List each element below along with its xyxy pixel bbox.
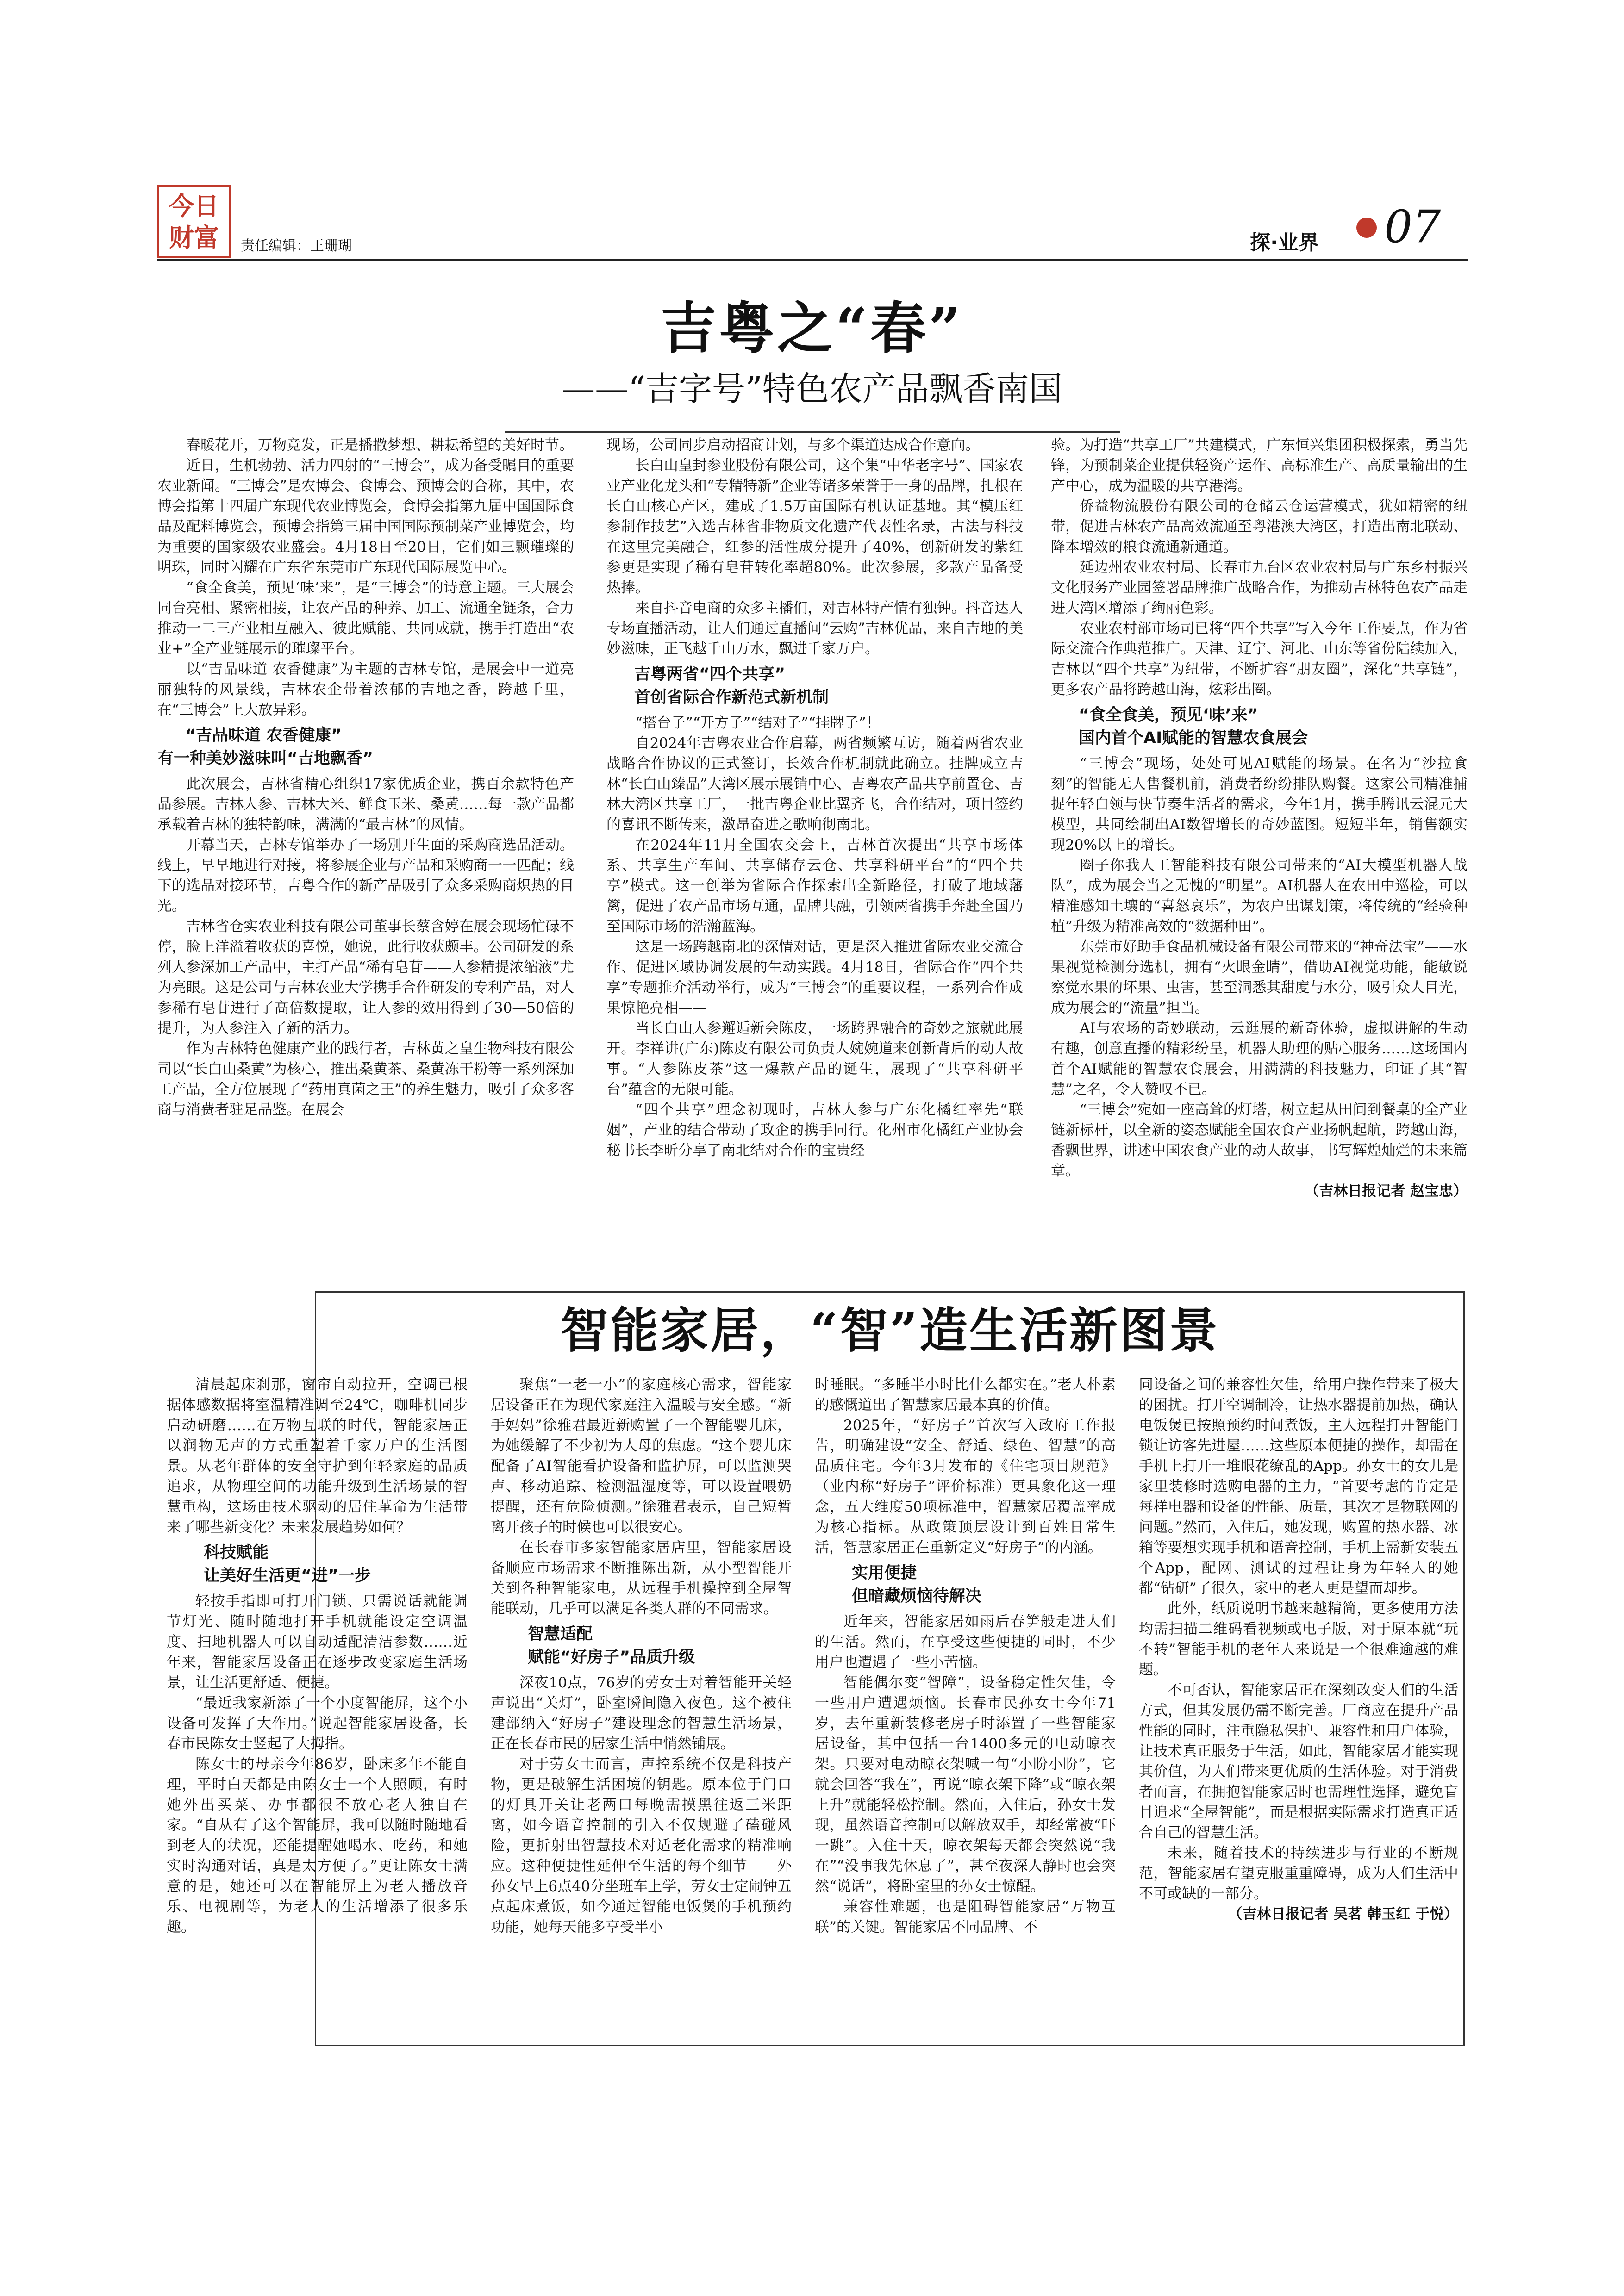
paragraph: 这是一场跨越南北的深情对话，更是深入推进省际农业交流合作、促进区域协调发展的生动实践。4月18日，省际合作“四个共享”专题推介活动举行，成为“三博会”的重要议程，一系列合作成果惊艳亮相—— [606, 939, 1023, 1016]
paragraph: 在长春市多家智能家居店里，智能家居设备顺应市场需求不断推陈出新，从小型智能开关到各种智能家电，从远程手机操控到全屋智能联动，几乎可以满足各类人群的不同需求。 [491, 1539, 792, 1617]
article1-byline: （吉林日报记者 赵宝忠） [1305, 1183, 1468, 1200]
article1-title: 吉粤之“春” [660, 296, 964, 361]
subheading: 智慧适配 [528, 1625, 593, 1643]
article2-title: 智能家居，“智”造生活新图景 [560, 1302, 1219, 1359]
subheading: 吉粤两省“四个共享” [634, 665, 786, 684]
paragraph: 吉林省仓实农业科技有限公司董事长蔡含婷在展会现场忙碌不停，脸上洋溢着收获的喜悦，她说，此行收获颇丰。公司研发的系列人参深加工产品中，主打产品“稀有皂苷——人参精提浓缩液”尤为亮眼。这是公司与吉林农业大学携手合作研发的专利产品，对人参稀有皂苷进行了高倍数提取，让人参的效用得到了30—50倍的提升，为人参注入了新的活力。 [157, 918, 574, 1037]
editor-credit: 责任编辑：王珊瑚 [241, 238, 352, 254]
paragraph: 智能偶尔变“智障”，设备稳定性欠佳，令一些用户遭遇烦恼。长春市民孙女士今年71岁，去年重新装修老房子时添置了一些智能家居设备，其中包括一台1400多元的电动晾衣架。只要对电动晾衣架喊一句“小盼小盼”，它就会回答“我在”，再说“晾衣架下降”或“晾衣架上升”就能轻松控制。然而，入住后，孙女士发现，虽然语音控制可以解放双手，却经常被“吓一跳”。入住十天，晾衣架每天都会突然说“我在”“没事我先休息了”，甚至夜深人静时也会突然“说话”，将卧室里的孙女士惊醒。 [815, 1674, 1116, 1895]
paragraph: 未来，随着技术的持续进步与行业的不断规范，智能家居有望克服重重障碍，成为人们生活中不可或缺的一部分。 [1139, 1845, 1458, 1902]
subheading: 实用便捷 [852, 1564, 917, 1582]
paragraph: 陈女士的母亲今年86岁，卧床多年不能自理，平时白天都是由陈女士一个人照顾，有时她外出买菜、办事都很不放心老人独自在家。“自从有了这个智能屏，我可以随时随地看到老人的状况，还能提醒她喝水、吃药，和她实时沟通对话，真是太方便了。”更让陈女士满意的是，她还可以在智能屏上为老人播放音乐、电视剧等，为老人的生活增添了很多乐趣。 [167, 1756, 468, 1935]
paragraph: 聚焦“一老一小”的家庭核心需求，智能家居设备正在为现代家庭注入温暖与安全感。“新手妈妈”徐雅君最近新购置了一个智能婴儿床，为她缓解了不少初为人母的焦虑。“这个婴儿床配备了AI智能看护设备和监护屏，可以监测哭声、移动追踪、检测温湿度等，可以设置喂奶提醒，还有危险侦测。”徐雅君表示，自己短暂离开孩子的时候也可以很安心。 [491, 1376, 792, 1536]
subheading: 国内首个AI赋能的智慧农食展会 [1079, 729, 1308, 747]
paragraph: “三博会”现场，处处可见AI赋能的场景。在名为“沙拉食刻”的智能无人售餐机前，消费者纷纷排队购餐。这家公司精准捕捉年轻白领与快节奏生活者的需求，今年1月，携手腾讯云混元大模型，共同绘制出AI数智增长的奇妙蓝图。短短半年，销售额实现20%以上的增长。 [1051, 755, 1468, 853]
paragraph: 延边州农业农村局、长春市九台区农业农村局与广东乡村振兴文化服务产业园签署品牌推广战略合作，为推动吉林特色农产品走进大湾区增添了绚丽色彩。 [1051, 559, 1468, 616]
subheading: 让美好生活更“进”一步 [204, 1567, 371, 1585]
paragraph: 作为吉林特色健康产业的践行者，吉林黄之皇生物科技有限公司以“长白山桑黄”为核心，推出桑黄茶、桑黄冻干粉等一系列深加工产品，全方位展现了“药用真菌之王”的养生魅力，吸引了众多客商与消费者驻足品鉴。在展会 [157, 1040, 574, 1118]
paragraph: “四个共享”理念初现时，吉林人参与广东化橘红率先“联姻”，产业的结合带动了政企的携手同行。化州市化橘红产业协会秘书长李昕分享了南北结对合作的宝贵经 [606, 1101, 1023, 1159]
subheading: 首创省际合作新范式新机制 [634, 688, 829, 707]
paragraph: 时睡眠。“多睡半小时比什么都实在。”老人朴素的感慨道出了智慧家居最本真的价值。 [815, 1376, 1116, 1413]
section-label: 探·业界 [1250, 231, 1319, 255]
paragraph: 来自抖音电商的众多主播们，对吉林特产情有独钟。抖音达人专场直播活动，让人们通过直播间“云购”吉林优品，来自吉地的美妙滋味，正飞越千山万水，飘进千家万户。 [606, 600, 1023, 657]
paragraph: “三博会”宛如一座高耸的灯塔，树立起从田间到餐桌的全产业链新标杆，以全新的姿态赋能全国农食产业扬帆起航，跨越山海，香飘世界，讲述中国农食产业的动人故事，书写辉煌灿烂的未来篇章。 [1051, 1101, 1468, 1179]
newspaper-logo [157, 185, 231, 258]
subheading: 有一种美妙滋味叫“吉地飘香” [157, 749, 374, 768]
paragraph: 对于劳女士而言，声控系统不仅是科技产物，更是破解生活困境的钥匙。原本位于门口的灯具开关让老两口每晚需摸黑往返三米距离，如今语音控制的引入不仅规避了磕碰风险，更折射出智慧技术对适老化需求的精准响应。这种便捷性延伸至生活的每个细节——外孙女早上6点40分坐班车上学，劳女士定闹钟五点起床煮饭，如今通过智能电饭煲的手机预约功能，她每天能多享受半小 [491, 1756, 792, 1935]
paragraph: 当长白山人参邂逅新会陈皮，一场跨界融合的奇妙之旅就此展开。李祥讲(广东)陈皮有限公司负责人婉婉道来创新背后的动人故事。“人参陈皮茶”这一爆款产品的诞生，展现了“共享科研平台”蕴含的无限可能。 [606, 1020, 1023, 1098]
paragraph: 在2024年11月全国农交会上，吉林首次提出“共享市场体系、共享生产车间、共享储存云仓、共享科研平台”的“四个共享”模式。这一创举为省际合作探索出全新路径，打破了地域藩篱，促进了农产品市场互通，品牌共融，引领两省携手奔赴全国乃至国际市场的浩瀚蓝海。 [606, 837, 1023, 935]
paragraph: 长白山皇封参业股份有限公司，这个集“中华老字号”、国家农业产业化龙头和“专精特新”企业等诸多荣誉于一身的品牌，扎根在长白山核心产区，建成了1.5万亩国际有机认证基地。其“模压红参制作技艺”入选吉林省非物质文化遗产代表性名录，古法与科技在这里完美融合，红参的活性成分提升了40%，创新研发的紫红参更是实现了稀有皂苷转化率超80%。此次参展，多款产品备受热捧。 [606, 457, 1023, 596]
paragraph: 东莞市好助手食品机械设备有限公司带来的“神奇法宝”——水果视觉检测分选机，拥有“火眼金睛”，借助AI视觉功能，能敏锐察觉水果的坏果、虫害，甚至洞悉其甜度与水分，吸引众人目光，成为展会的“流量”担当。 [1051, 939, 1468, 1016]
paragraph: 兼容性难题，也是阻碍智能家居“万物互联”的关键。智能家居不同品牌、不 [815, 1898, 1116, 1935]
subheading: 科技赋能 [204, 1543, 269, 1562]
paragraph: 不可否认，智能家居正在深刻改变人们的生活方式，但其发展仍需不断完善。厂商应在提升产品性能的同时，注重隐私保护、兼容性和用户体验，让技术真正服务于生活，如此，智能家居才能实现其价值，为人们带来更优质的生活体验。对于消费者而言，在拥抱智能家居时也需理性选择，避免盲目追求“全屋智能”，而是根据实际需求打造真正适合自己的智慧生活。 [1139, 1682, 1458, 1841]
subheading: “食全食美，预见‘味’来” [1079, 706, 1258, 724]
page-number: 07 [1384, 201, 1441, 253]
article2-column-2 [491, 1375, 792, 2041]
subheading: 但暗藏烦恼待解决 [852, 1587, 982, 1605]
paragraph: 此次展会，吉林省精心组织17家优质企业，携百余款特色产品参展。吉林人参、吉林大米、鲜食玉米、桑黄……每一款产品都承载着吉林的独特韵味，满满的“最吉林”的风情。 [157, 776, 574, 833]
paragraph: 验。为打造“共享工厂”共建模式，广东恒兴集团积极探索，勇当先锋，为预制菜企业提供轻资产运作、高标准生产、高质量输出的生产中心，成为温暖的共享港湾。 [1051, 437, 1468, 494]
paragraph: 侨益物流股份有限公司的仓储云仓运营模式，犹如精密的纽带，促进吉林农产品高效流通至粤港澳大湾区，打造出南北联动、降本增效的粮食流通新通道。 [1051, 498, 1468, 555]
paragraph: “食全食美，预见‘味’来”，是“三博会”的诗意主题。三大展会同台亮相、紧密相接，让农产品的种养、加工、流通全链条，合力推动一二三产业相互融入、彼此赋能、共同成就，携手打造出“农业+”全产业链展示的璀璨平台。 [157, 579, 574, 657]
article2-column-4 [1139, 1375, 1458, 2041]
paragraph: 农业农村部市场司已将“四个共享”写入今年工作要点，作为省际交流合作典范推广。天津、辽宁、河北、山东等省份陆续加入，吉林以“四个共享”为纽带，不断扩容“朋友圈”，深化“共享链”，更多农产品将跨越山海，炫彩出圈。 [1051, 620, 1468, 698]
subheading: 赋能“好房子”品质升级 [528, 1648, 695, 1667]
paragraph: AI与农场的奇妙联动，云逛展的新奇体验，虚拟讲解的生动有趣，创意直播的精彩纷呈，机器人助理的贴心服务……这场国内首个AI赋能的智慧农食展会，用满满的科技魅力，印证了其“智慧”之名，令人赞叹不已。 [1051, 1020, 1468, 1098]
logo-line2: 财富 [169, 223, 219, 252]
article2-column-1 [167, 1375, 468, 2041]
article1-subtitle: ——“吉字号”特色农产品飘香南国 [562, 369, 1062, 408]
article1-column-1 [157, 435, 574, 1231]
subtitle-rule [505, 431, 1120, 433]
paragraph: 2025年，“好房子”首次写入政府工作报告，明确建设“安全、舒适、绿色、智慧”的高品质住宅。今年3月发布的《住宅项目规范》（业内称“好房子”评价标准）更具象化这一理念，五大维度50项标准中，智慧家居覆盖率成为核心指标。从政策顶层设计到百姓日常生活，智慧家居正在重新定义“好房子”的内涵。 [815, 1417, 1116, 1556]
subheading: “吉品味道 农香健康” [185, 726, 342, 745]
paragraph: 轻按手指即可打开门锁、只需说话就能调节灯光、随时随地打开手机就能设定空调温度、扫地机器人可以自动适配清洁参数……近年来，智能家居设备正在逐步改变家庭生活场景，让生活更舒适、便捷。 [167, 1593, 468, 1691]
article2-byline: （吉林日报记者 吴茗 韩玉红 于悦） [1228, 1906, 1458, 1923]
paragraph: 开幕当天，吉林专馆举办了一场别开生面的采购商选品活动。线上，早早地进行对接，将参展企业与产品和采购商一一匹配；线下的选品对接环节，吉粤合作的新产品吸引了众多采购商炽热的目光。 [157, 837, 574, 915]
article1-column-3 [1051, 435, 1468, 1231]
paragraph: 清晨起床刹那，窗帘自动拉开，空调已根据体感数据将室温精准调至24℃，咖啡机同步启动研磨……在万物互联的时代，智能家居正以润物无声的方式重塑着千家万户的生活图景。从老年群体的安全守护到年轻家庭的品质追求，从物理空间的功能升级到生活场景的智慧重构，这场由技术驱动的居住革命为生活带来了哪些新变化？未来发展趋势如何？ [167, 1376, 468, 1536]
paragraph: “搭台子”“开方子”“结对子”“挂牌子”！ [635, 715, 881, 731]
article2-column-3 [815, 1375, 1116, 2041]
article1-column-2 [606, 435, 1023, 1231]
paragraph: 自2024年吉粤农业合作启幕，两省频繁互访，随着两省农业战略合作协议的正式签订，长效合作机制就此确立。挂牌成立吉林“长白山臻品”大湾区展示展销中心、吉粤农产品共享前置仓、吉林大湾区共享工厂，一批吉粤企业比翼齐飞，合作结对，项目签约的喜讯不断传来，激昂奋进之歌响彻南北。 [606, 735, 1023, 833]
paragraph: 春暖花开，万物竞发，正是播撒梦想、耕耘希望的美好时节。 [186, 437, 574, 454]
paragraph: 以“吉品味道 农香健康”为主题的吉林专馆，是展会中一道亮丽独特的风景线，吉林农企带着浓郁的吉地之香，跨越千里，在“三博会”上大放异彩。 [157, 661, 574, 718]
paragraph: 圈子你我人工智能科技有限公司带来的“AI大模型机器人战队”，成为展会当之无愧的“明星”。AI机器人在农田中巡检，可以精准感知土壤的“喜怒哀乐”，为农户出谋划策，将传统的“经验种植”升级为精准高效的“数据种田”。 [1051, 857, 1468, 935]
paragraph: 近年来，智能家居如雨后春笋般走进人们的生活。然而，在享受这些便捷的同时，不少用户也遭遇了一些小苦恼。 [815, 1613, 1116, 1671]
header-rule [157, 259, 1468, 261]
paragraph: 同设备之间的兼容性欠佳，给用户操作带来了极大的困扰。打开空调制冷，让热水器提前加热，确认电饭煲已按照预约时间煮饭，主人远程打开智能门锁让访客先进屋……这些原本便捷的操作，却需在手机上打开一堆眼花缭乱的App。孙女士的女儿是家里装修时选购电器的主力，“首要考虑的肯定是每样电器和设备的性能、质量，其次才是物联网的问题。”然而，入住后，她发现，购置的热水器、冰箱等要想实现手机和语音控制，手机上需新安装五个App，配网、测试的过程让身为年轻人的她都“钻研”了很久，家中的老人更是望而却步。 [1139, 1376, 1458, 1597]
paragraph: 近日，生机勃勃、活力四射的“三博会”，成为备受瞩目的重要农业新闻。“三博会”是农博会、食博会、预博会的合称，其中，农博会指第十四届广东现代农业博览会，食博会指第九届中国国际食品及配料博览会，预博会指第三届中国国际预制菜产业博览会，均为重要的国家级农业盛会。4月18日至20日，它们如三颗璀璨的明珠，同时闪耀在广东省东莞市广东现代国际展览中心。 [157, 457, 574, 576]
paragraph: 深夜10点，76岁的劳女士对着智能开关轻声说出“关灯”，卧室瞬间隐入夜色。这个被住建部纳入“好房子”建设理念的智慧生活场景，正在长春市民的居家生活中悄然铺展。 [491, 1674, 792, 1752]
paragraph: 现场，公司同步启动招商计划，与多个渠道达成合作意向。 [606, 437, 980, 454]
logo-line1: 今日 [169, 191, 219, 221]
section-badge-icon [1356, 218, 1377, 238]
paragraph: “最近我家新添了一个小度智能屏，这个小设备可发挥了大作用。”说起智能家居设备，长春市民陈女士竖起了大拇指。 [167, 1695, 468, 1752]
paragraph: 此外，纸质说明书越来越精简，更多使用方法均需扫描二维码看视频或电子版，对于原本就“玩不转”智能手机的老年人来说是一个很难逾越的难题。 [1139, 1600, 1458, 1678]
